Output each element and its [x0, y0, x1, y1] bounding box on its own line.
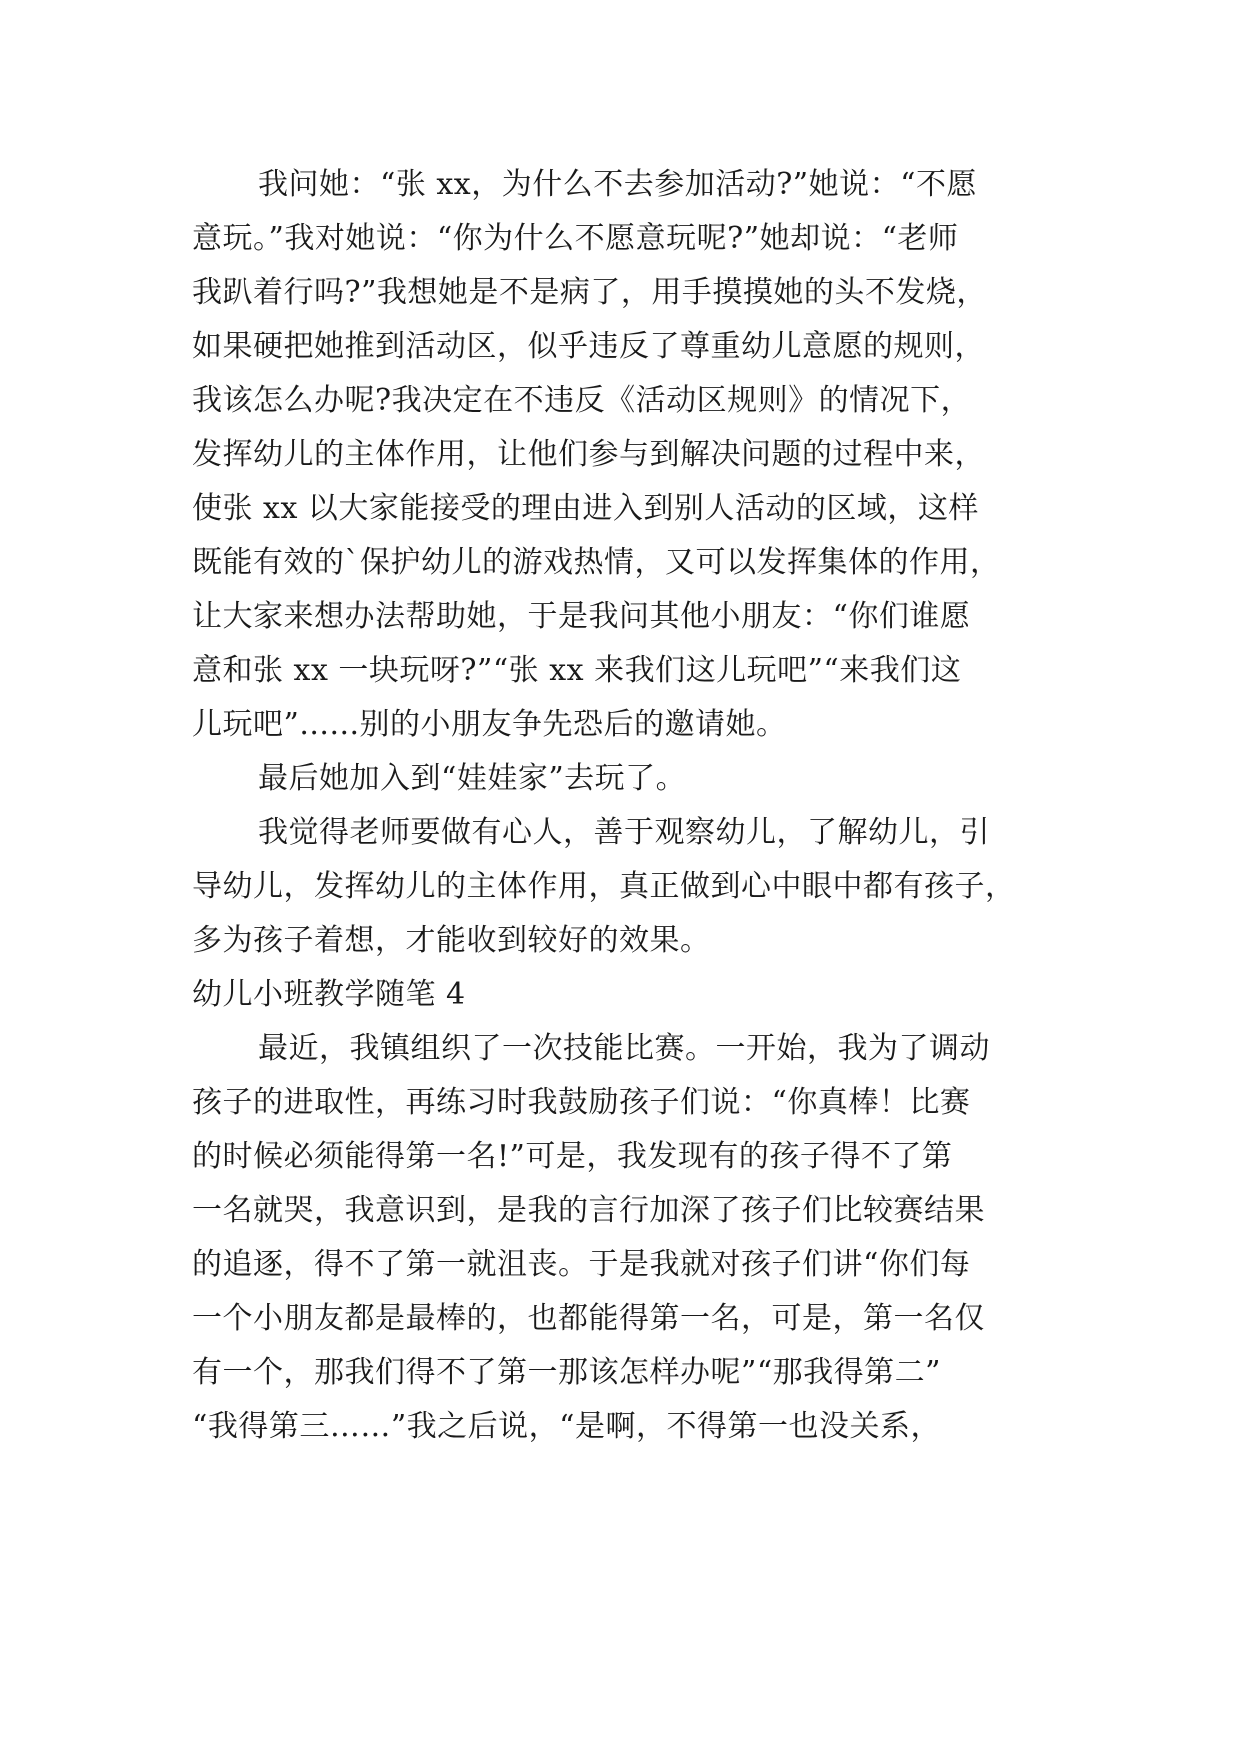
text-line: 的时候必须能得第一名!”可是，我发现有的孩子得不了第: [192, 1139, 953, 1174]
text-line: 最后她加入到“娃娃家”去玩了。: [258, 761, 687, 796]
text-line: 意玩。”我对她说：“你为什么不愿意玩呢?”她却说：“老师: [192, 221, 959, 256]
text-line: 一名就哭，我意识到，是我的言行加深了孩子们比较赛结果: [192, 1193, 985, 1228]
text-line: 多为孩子着想，才能收到较好的效果。: [192, 923, 711, 958]
paragraph-2: [192, 752, 1072, 806]
text-line: 让大家来想办法帮助她，于是我问其他小朋友：“你们谁愿: [192, 599, 971, 634]
text-line: 最近，我镇组织了一次技能比赛。一开始，我为了调动: [258, 1031, 990, 1066]
section-heading: 幼儿小班教学随笔 4: [192, 977, 466, 1012]
paragraph-4: [192, 1022, 1072, 1454]
paragraph-3: [192, 806, 1072, 968]
text-line: 一个小朋友都是最棒的，也都能得第一名，可是，第一名仅: [192, 1301, 985, 1336]
text-line: 既能有效的`保护幼儿的游戏热情，又可以发挥集体的作用，: [192, 545, 1001, 580]
text-line: 发挥幼儿的主体作用，让他们参与到解决问题的过程中来，: [192, 437, 985, 472]
text-line: 我问她：“张 xx，为什么不去参加活动?”她说：“不愿: [258, 167, 977, 202]
text-line: 我该怎么办呢?我决定在不违反《活动区规则》的情况下，: [192, 383, 972, 418]
text-line: 导幼儿，发挥幼儿的主体作用，真正做到心中眼中都有孩子，: [192, 869, 1016, 904]
text-line: “我得第三……”我之后说，“是啊，不得第一也没关系，: [192, 1409, 942, 1444]
text-line: 意和张 xx 一块玩呀?”“张 xx 来我们这儿玩吧”“来我们这: [192, 653, 962, 688]
text-line: 孩子的进取性，再练习时我鼓励孩子们说：“你真棒！比赛: [192, 1085, 971, 1120]
text-line: 我觉得老师要做有心人，善于观察幼儿，了解幼儿，引: [258, 815, 990, 850]
document-body: [192, 158, 1072, 1454]
text-line: 儿玩吧”......别的小朋友争先恐后的邀请她。: [192, 707, 787, 742]
text-line: 使张 xx 以大家能接受的理由进入到别人活动的区域，这样: [192, 491, 979, 526]
text-line: 有一个，那我们得不了第一那该怎样办呢”“那我得第二”: [192, 1355, 942, 1390]
text-line: 如果硬把她推到活动区，似乎违反了尊重幼儿意愿的规则，: [192, 329, 985, 364]
paragraph-1: [192, 158, 1072, 752]
text-line: 的追逐，得不了第一就沮丧。于是我就对孩子们讲“你们每: [192, 1247, 971, 1282]
text-line: 我趴着行吗?”我想她是不是病了，用手摸摸她的头不发烧，: [192, 275, 987, 310]
